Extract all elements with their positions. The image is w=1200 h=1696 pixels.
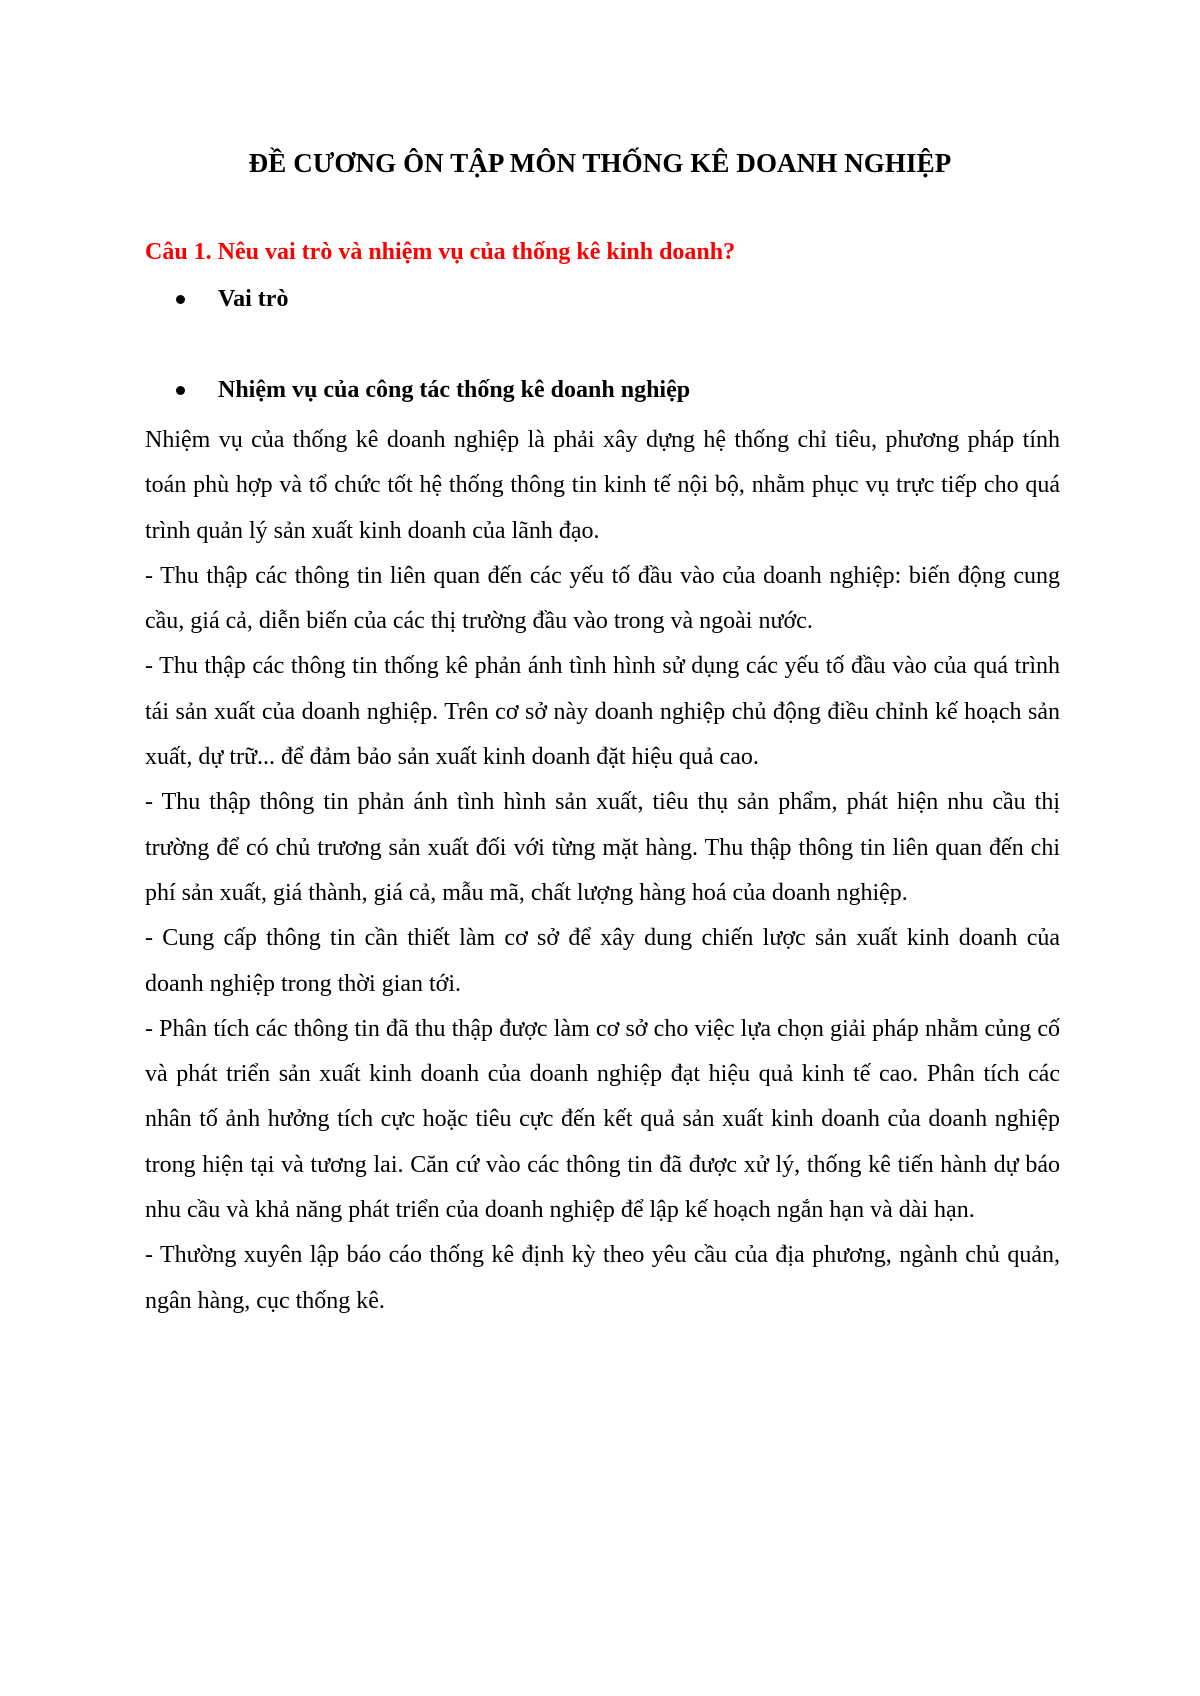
bullet-label: Vai trò bbox=[218, 286, 289, 312]
question-heading: Câu 1. Nêu vai trò và nhiệm vụ của thống kê kinh doanh? bbox=[145, 239, 736, 265]
bullet-dot-icon bbox=[176, 386, 185, 395]
paragraph-item: - Phân tích các thông tin đã thu thập được làm cơ sở cho việc lựa chọn giải pháp nhằm củng cố và phát triển sản xuất kinh doanh của doanh nghiệp đạt hiệu quả kinh tế cao. Phân tích các nhân tố ảnh hưởng tích cực hoặc tiêu cực đến kết quả sản xuất kinh doanh của doanh nghiệp trong hiện tại và tương lai. Căn cứ vào các thông tin đã được xử lý, thống kê tiến hành dự báo nhu cầu và khả năng phát triển của doanh nghiệp để lập kế hoạch ngắn hạn và dài hạn. bbox=[145, 1015, 1060, 1224]
body-text bbox=[145, 418, 1060, 1324]
paragraph-item: - Thường xuyên lập báo cáo thống kê định kỳ theo yêu cầu của địa phương, ngành chủ quản, ngân hàng, cục thống kê. bbox=[145, 1242, 1060, 1314]
paragraph-item: - Thu thập các thông tin liên quan đến các yếu tố đầu vào của doanh nghiệp: biến động cung cầu, giá cả, diễn biến của các thị trường đầu vào trong và ngoài nước. bbox=[145, 562, 1060, 635]
bullet-label: Nhiệm vụ của công tác thống kê doanh nghiệp bbox=[218, 377, 691, 403]
document-title: ĐỀ CƯƠNG ÔN TẬP MÔN THỐNG KÊ DOANH NGHIỆP bbox=[248, 148, 952, 178]
paragraph-intro: Nhiệm vụ của thống kê doanh nghiệp là phải xây dựng hệ thống chỉ tiêu, phương pháp tính toán phù hợp và tổ chức tốt hệ thống thông tin kinh tế nội bộ, nhằm phục vụ trực tiếp cho quá trình quản lý sản xuất kinh doanh của lãnh đạo. bbox=[145, 427, 1060, 544]
paragraph-item: - Thu thập các thông tin thống kê phản ánh tình hình sử dụng các yếu tố đầu vào của quá trình tái sản xuất của doanh nghiệp. Trên cơ sở này doanh nghiệp chủ động điều chỉnh kế hoạch sản xuất, dự trữ... để đảm bảo sản xuất kinh doanh đặt hiệu quả cao. bbox=[145, 653, 1060, 771]
paragraph-item: - Thu thập thông tin phản ánh tình hình sản xuất, tiêu thụ sản phẩm, phát hiện nhu cầu thị trường để có chủ trương sản xuất đối với từng mặt hàng. Thu thập thông tin liên quan đến chi phí sản xuất, giá thành, giá cả, mẫu mã, chất lượng hàng hoá của doanh nghiệp. bbox=[145, 789, 1060, 906]
paragraph-item: - Cung cấp thông tin cần thiết làm cơ sở để xây dung chiến lược sản xuất kinh doanh của doanh nghiệp trong thời gian tới. bbox=[145, 925, 1060, 997]
bullet-dot-icon bbox=[176, 295, 185, 304]
